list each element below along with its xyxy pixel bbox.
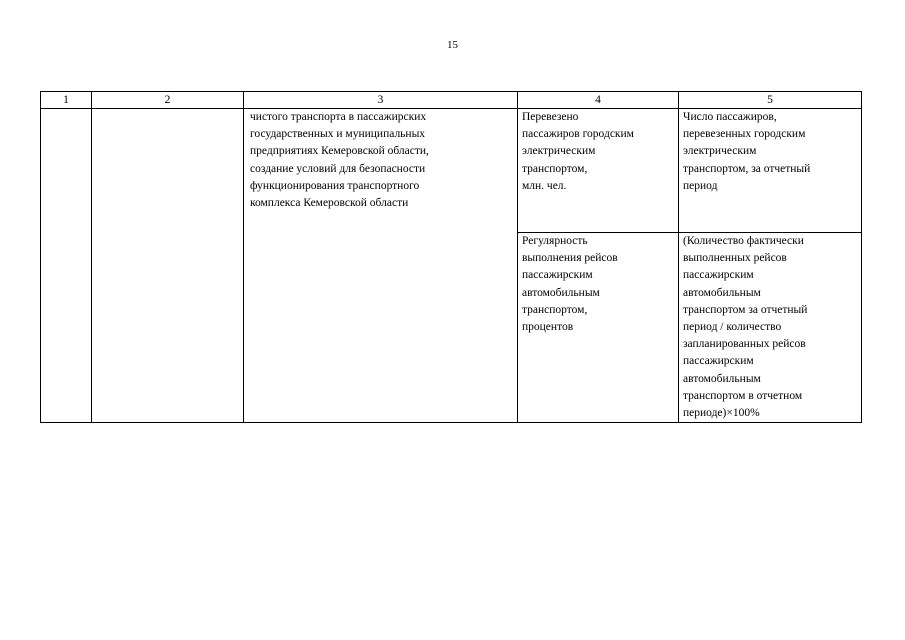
cell-formula-passengers — [679, 109, 862, 233]
column-header-3: 3 — [244, 92, 518, 109]
column-header-1: 1 — [41, 92, 92, 109]
goal-description-text: чистого транспорта в пассажирских государственных и муниципальных предприятиях Кемеровской области, создание условий для безопасности функционирования транспортного комплекса Кемеровской области — [250, 111, 429, 210]
indicator-passengers-text: Перевезено пассажиров городским электрическим транспортом, млн. чел. — [522, 111, 634, 192]
cell-indicator-passengers — [518, 109, 679, 233]
cell-col2 — [92, 109, 244, 423]
cell-col1 — [41, 109, 92, 423]
indicator-regularity-text: Регулярность выполнения рейсов пассажирским автомобильным транспортом, процентов — [522, 235, 618, 334]
column-header-5: 5 — [679, 92, 862, 109]
formula-passengers-text: Число пассажиров, перевезенных городским электрическим транспортом, за отчетный период — [683, 111, 811, 192]
cell-formula-regularity — [679, 233, 862, 423]
column-header-4: 4 — [518, 92, 679, 109]
table-header-row — [41, 92, 862, 109]
formula-regularity-text: (Количество фактически выполненных рейсов пассажирским автомобильным транспортом за отчетный период / количество запланированных рейсов пассажирским автомобильным транспортом в отчетном периоде)×100% — [683, 235, 808, 420]
cell-indicator-regularity — [518, 233, 679, 423]
indicator-table — [40, 91, 862, 423]
table-row — [41, 109, 862, 233]
page-number: 15 — [447, 39, 458, 51]
cell-goal-description — [244, 109, 518, 423]
column-header-2: 2 — [92, 92, 244, 109]
